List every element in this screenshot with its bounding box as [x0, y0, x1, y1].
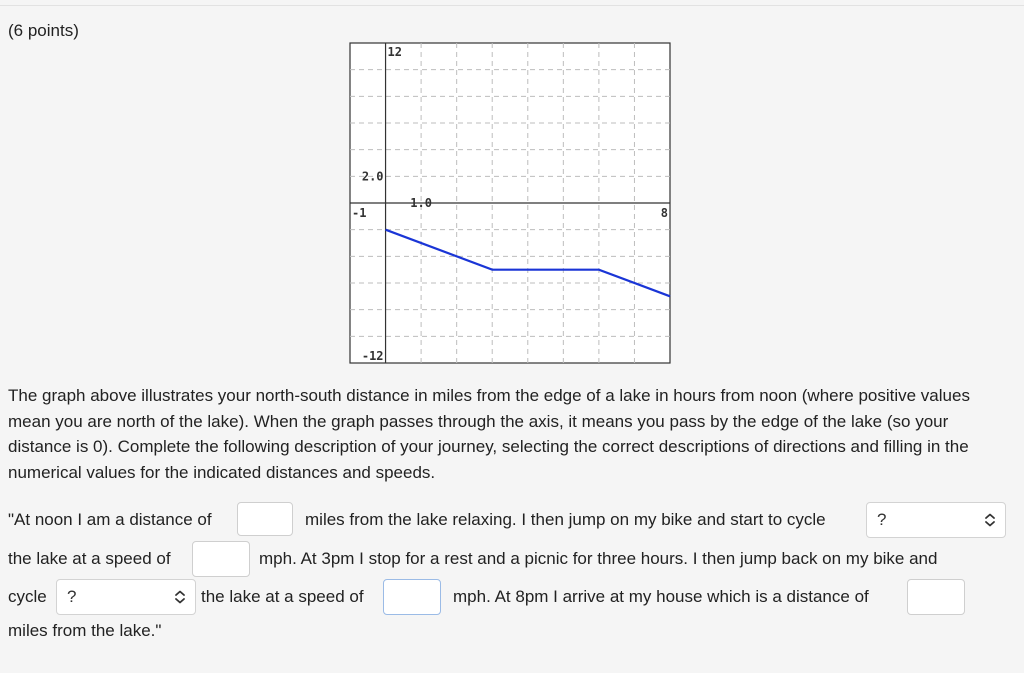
x-min-label: -1: [352, 206, 367, 220]
select-value: ?: [877, 510, 887, 529]
speed-1-input[interactable]: [192, 541, 250, 577]
x-max-label: 8: [660, 206, 668, 220]
sentence-text: cycle: [8, 587, 47, 606]
y-scale-label: 2.0: [361, 169, 384, 184]
sentence-text: mph. At 3pm I stop for a rest and a picnic for three hours. I then jump back on my bike and: [259, 549, 938, 568]
answer-row-3: [8, 579, 1018, 615]
distance-graph: [349, 42, 671, 364]
chevron-up-down-icon: [173, 589, 187, 605]
points-label: (6 points): [8, 21, 79, 40]
y-max-label: 12: [387, 45, 403, 59]
answer-row-1: [8, 502, 1018, 538]
sentence-text: mph. At 8pm I arrive at my house which is a distance of: [453, 587, 869, 606]
direction-select-2[interactable]: [56, 579, 196, 615]
answer-row-2: [8, 541, 1018, 577]
select-value: ?: [67, 587, 77, 606]
sentence-text: "At noon I am a distance of: [8, 510, 212, 529]
sentence-text: the lake at a speed of: [8, 549, 171, 568]
y-min-label: -12: [361, 349, 384, 363]
distance-at-noon-input[interactable]: [237, 502, 293, 536]
sentence-text: the lake at a speed of: [201, 587, 364, 606]
chevron-up-down-icon: [983, 512, 997, 528]
x-scale-label: 1.0: [410, 196, 432, 210]
sentence-text: miles from the lake.": [8, 621, 162, 640]
problem-description: The graph above illustrates your north-south distance in miles from the edge of a lake in hours from noon (where positive values mean you are north of the lake). When the graph passes through the axis, it means you pass by the edge of the lake (so your distance is 0). Complete the following description of your journey, selecting the correct descriptions of directions and filling in the numerical values for the indicated distances and speeds.: [8, 386, 970, 482]
distance-at-8pm-input[interactable]: [907, 579, 965, 615]
top-divider: [0, 5, 1024, 6]
speed-2-input[interactable]: [383, 579, 441, 615]
sentence-text: miles from the lake relaxing. I then jump on my bike and start to cycle: [305, 510, 826, 529]
direction-select-1[interactable]: [866, 502, 1006, 538]
